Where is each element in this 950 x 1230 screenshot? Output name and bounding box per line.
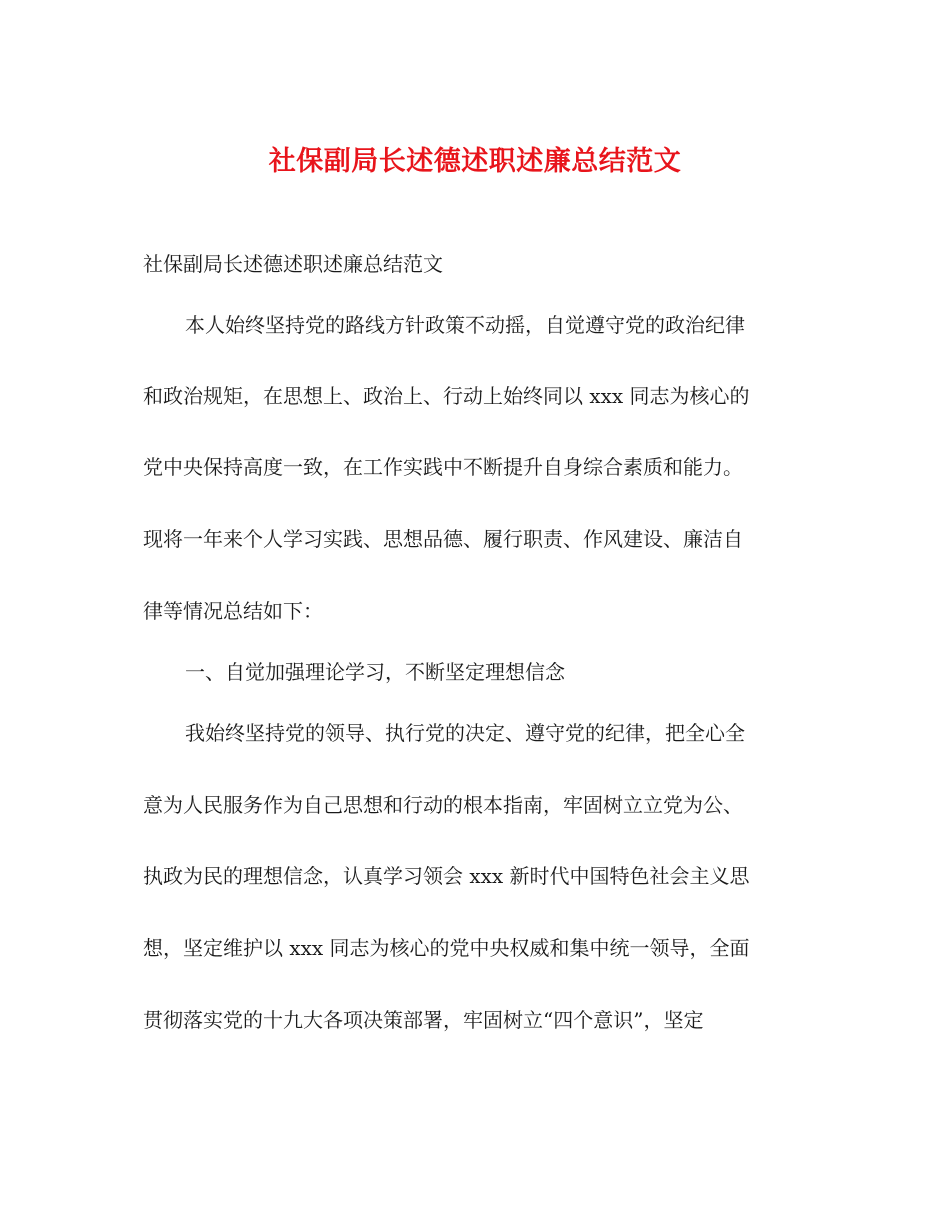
body-line: 执政为民的理想信念，认真学习领会 xxx 新时代中国特色社会主义思 (143, 864, 750, 888)
body-line: 想，坚定维护以 xxx 同志为核心的党中央权威和集中统一领导，全面 (143, 936, 750, 960)
body-line: 我始终坚持党的领导、执行党的决定、遵守党的纪律，把全心全 (185, 721, 745, 745)
body-line: 本人始终坚持党的路线方针政策不动摇，自觉遵守党的政治纪律 (185, 313, 745, 337)
body-line: 贯彻落实党的十九大各项决策部署，牢固树立“四个意识”，坚定 (143, 1008, 704, 1032)
body-line: 党中央保持高度一致，在工作实践中不断提升自身综合素质和能力。 (143, 455, 743, 479)
body-line: 律等情况总结如下： (143, 599, 323, 623)
section-heading: 一、自觉加强理论学习，不断坚定理想信念 (185, 660, 565, 684)
document-title: 社保副局长述德述职述廉总结范文 (268, 146, 682, 177)
body-line: 意为人民服务作为自己思想和行动的根本指南，牢固树立立党为公、 (143, 793, 743, 817)
body-line: 现将一年来个人学习实践、思想品德、履行职责、作风建设、廉洁自 (143, 527, 743, 551)
subtitle-line: 社保副局长述德述职述廉总结范文 (143, 252, 443, 276)
body-line: 和政治规矩，在思想上、政治上、行动上始终同以 xxx 同志为核心的 (143, 384, 750, 408)
